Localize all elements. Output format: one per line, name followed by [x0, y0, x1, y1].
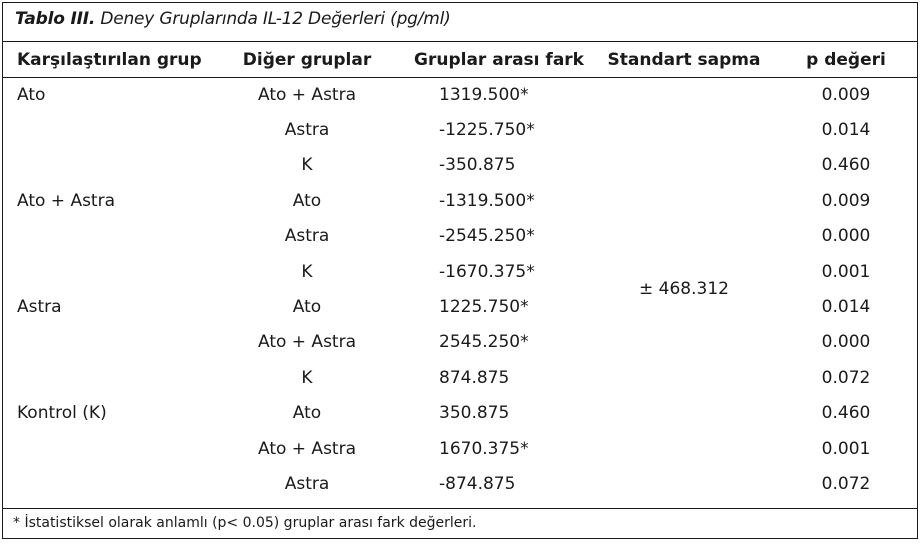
cell-compared-group: Ato — [17, 84, 46, 105]
cell-p-value: 0.001 — [821, 438, 871, 459]
cell-compared-group — [3, 466, 211, 501]
table-row — [3, 219, 919, 254]
cell-difference: -350.875 — [439, 155, 516, 176]
cell-p-value: 0.000 — [821, 332, 871, 353]
cell-other-group: Ato — [292, 403, 322, 424]
cell-compared-group — [3, 112, 211, 147]
cell-difference: 2545.250* — [439, 332, 529, 353]
table-row — [3, 77, 919, 112]
cell-p-value: 0.009 — [821, 190, 871, 211]
cell-difference: -1225.750* — [439, 120, 535, 141]
cell-p-value: 0.000 — [821, 226, 871, 247]
cell-difference: -1319.500* — [439, 190, 535, 211]
cell-other-group: Ato + Astra — [257, 84, 356, 105]
table-row — [3, 289, 919, 324]
cell-compared-group: Kontrol (K) — [17, 403, 107, 424]
cell-compared-group: Astra — [17, 297, 62, 318]
caption-label: Tablo III. — [15, 9, 96, 29]
table-row — [3, 254, 919, 289]
cell-p-value: 0.001 — [821, 261, 871, 282]
table-row — [3, 466, 919, 501]
cell-p-value: 0.014 — [821, 120, 871, 141]
top-rule — [3, 41, 917, 42]
table-caption — [15, 9, 451, 29]
cell-compared-group: Ato + Astra — [17, 190, 116, 211]
table-row — [3, 112, 919, 147]
cell-compared-group — [3, 254, 211, 289]
caption-title: Deney Gruplarında IL-12 Değerleri (pg/ml) — [100, 9, 451, 29]
cell-difference: -874.875 — [439, 473, 516, 494]
cell-other-group: Astra — [284, 473, 330, 494]
cell-difference: 874.875 — [439, 367, 510, 388]
table-body — [3, 77, 919, 502]
cell-other-group: Ato + Astra — [257, 438, 356, 459]
table-row — [3, 325, 919, 360]
table-row — [3, 148, 919, 183]
results-table — [3, 43, 919, 502]
header-std-dev: Standart sapma — [607, 50, 761, 70]
cell-p-value: 0.072 — [821, 367, 871, 388]
cell-difference: -1670.375* — [439, 261, 535, 282]
cell-std-dev: ± 468.312 — [639, 279, 729, 300]
header-compared-group: Karşılaştırılan grup — [17, 50, 202, 70]
cell-p-value: 0.014 — [821, 297, 871, 318]
cell-other-group: Ato — [292, 190, 322, 211]
cell-p-value: 0.460 — [821, 403, 871, 424]
footnote: * İstatistiksel olarak anlamlı (p< 0.05) gruplar arası fark değerleri. — [13, 515, 477, 531]
cell-p-value: 0.072 — [821, 473, 871, 494]
cell-compared-group — [3, 219, 211, 254]
cell-p-value: 0.460 — [821, 155, 871, 176]
cell-compared-group — [3, 325, 211, 360]
cell-other-group: Ato + Astra — [257, 332, 356, 353]
header-difference: Gruplar arası fark — [414, 50, 584, 70]
cell-difference: 350.875 — [439, 403, 510, 424]
table-row — [3, 183, 919, 218]
cell-compared-group — [3, 148, 211, 183]
cell-other-group: K — [301, 367, 313, 388]
cell-compared-group — [3, 360, 211, 395]
footer-rule — [3, 508, 917, 509]
cell-other-group: Astra — [284, 226, 330, 247]
header-other-groups: Diğer gruplar — [242, 50, 372, 70]
cell-other-group: Ato — [292, 297, 322, 318]
table-row — [3, 360, 919, 395]
table-row — [3, 396, 919, 431]
table-row — [3, 431, 919, 466]
cell-other-group: K — [301, 155, 313, 176]
cell-other-group: Astra — [284, 120, 330, 141]
cell-p-value: 0.009 — [821, 84, 871, 105]
header-row — [3, 43, 919, 77]
header-p-value: p değeri — [806, 50, 886, 70]
cell-compared-group — [3, 431, 211, 466]
cell-difference: 1225.750* — [439, 297, 529, 318]
cell-difference: 1670.375* — [439, 438, 529, 459]
table-frame — [2, 2, 918, 539]
cell-other-group: K — [301, 261, 313, 282]
cell-difference: -2545.250* — [439, 226, 535, 247]
cell-difference: 1319.500* — [439, 84, 529, 105]
